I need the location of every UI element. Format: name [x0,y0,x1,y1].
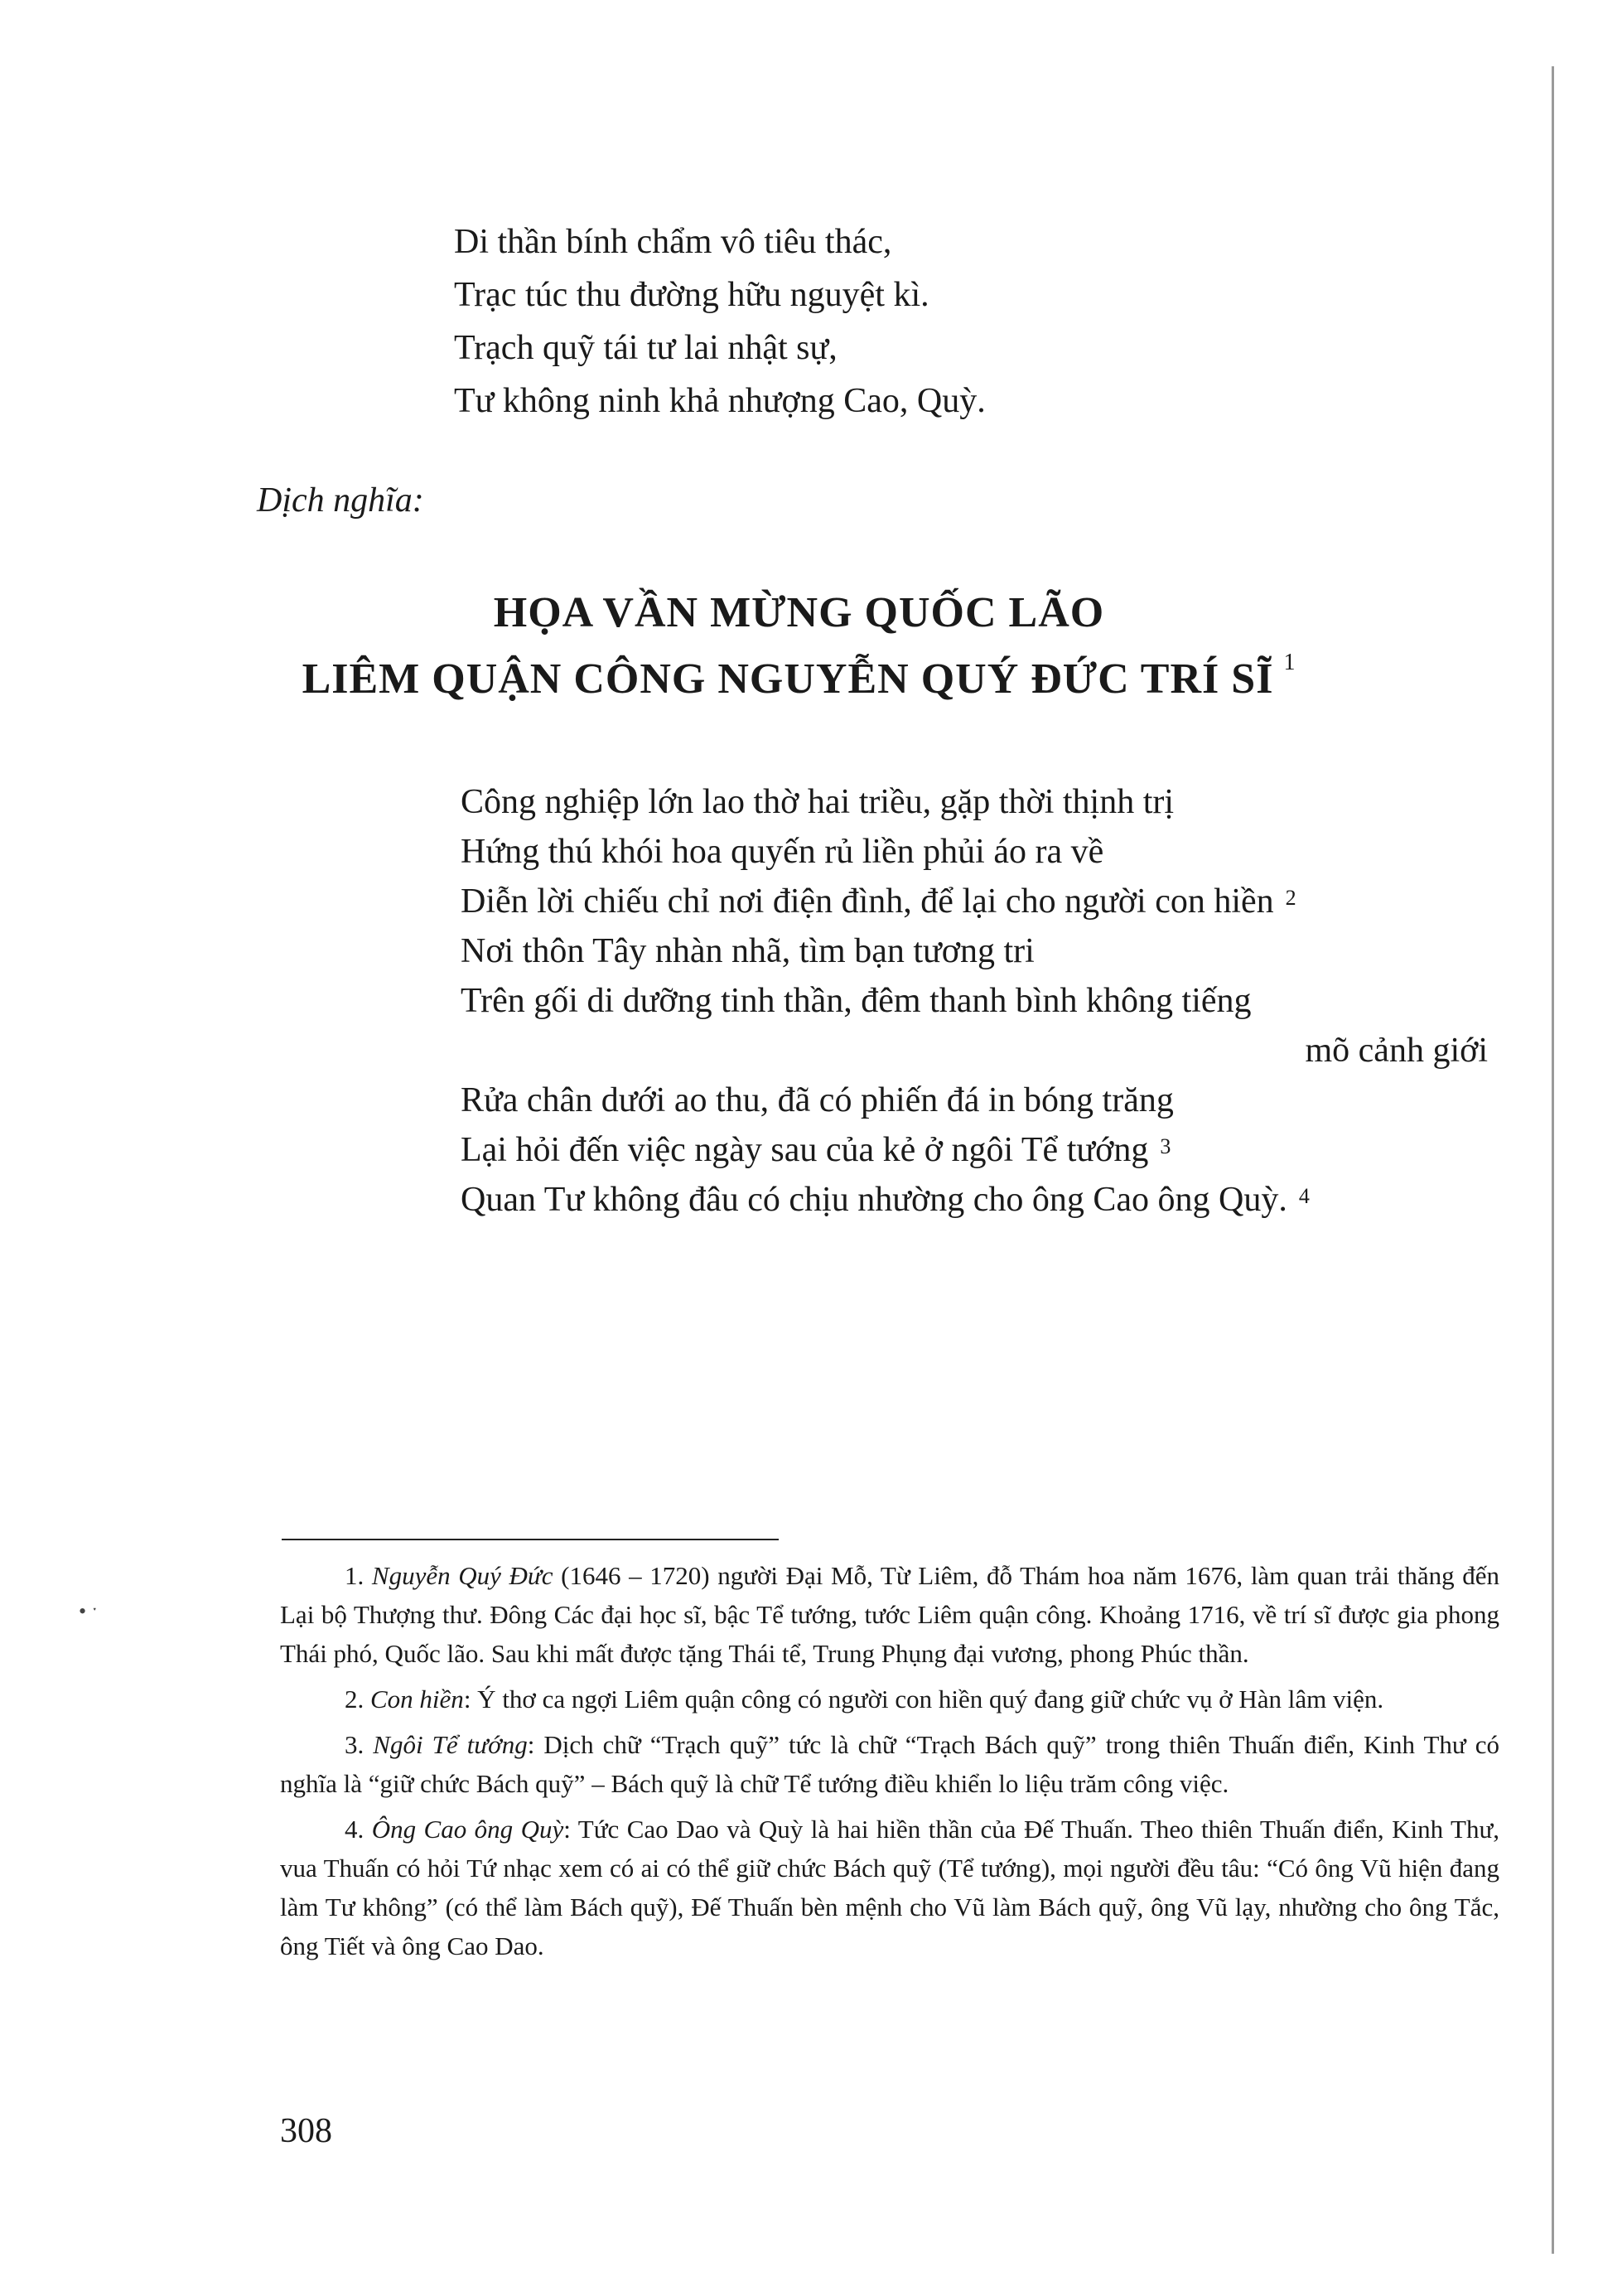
footnote-text: : Ý thơ ca ngợi Liêm quận công có người con hiền quý đang giữ chức vụ ở Hàn lâm viện. [463,1685,1384,1714]
poem-line-text: Quan Tư không đâu có chịu nhường cho ông Cao ông Quỳ. [461,1181,1287,1219]
footnote [280,1556,1499,1673]
page-number: 308 [280,2112,332,2150]
poem-line-continuation: mõ cảnh giới [1305,1032,1488,1070]
footnote [280,1680,1499,1718]
poem-line [461,1175,1504,1225]
poem-line: Trạch quỹ tái tư lai nhật sự, [454,329,838,367]
footnote-term: Ông Cao ông Quỳ [371,1815,564,1844]
footnote-term: Con hiền [370,1685,464,1714]
footnote-number: 4. [345,1815,364,1844]
translation-label: Dịch nghĩa: [257,481,424,520]
poem-line: Trên gối di dưỡng tinh thần, đêm thanh bình không tiếng [461,982,1252,1020]
poem-line-text: Lại hỏi đến việc ngày sau của kẻ ở ngôi Tể tướng [461,1131,1149,1169]
stray-marks: • ˑ [79,1599,98,1623]
original-poem [454,215,986,428]
footnote [280,1810,1499,1965]
poem-line-text: Diễn lời chiếu chỉ nơi điện đình, để lại cho người con hiền [461,882,1274,921]
poem-line: Rửa chân dưới ao thu, đã có phiến đá in bóng trăng [461,1081,1174,1119]
footnote-text: : Dịch chữ “Trạch quỹ” tức là chữ “Trạch Bách quỹ” trong thiên Thuấn điển, Kinh Thư có nghĩa là “giữ chức Bách quỹ” – Bách quỹ là chữ Tể tướng điều khiển lo liệu trăm công việc. [280,1730,1499,1798]
footnote [280,1725,1499,1803]
poem-title-text: LIÊM QUẬN CÔNG NGUYỄN QUÝ ĐỨC TRÍ SĨ [302,655,1274,703]
footnote-number: 2. [345,1685,364,1714]
footnote-ref: 1 [1283,650,1296,675]
footnote-ref: 3 [1160,1134,1171,1158]
page-edge-rule [1552,66,1554,2254]
poem-line: Tư không ninh khả nhượng Cao, Quỳ. [454,382,986,420]
translated-poem [461,777,1504,1225]
poem-line: Nơi thôn Tây nhàn nhã, tìm bạn tương tri [461,932,1035,970]
poem-line [461,877,1504,926]
footnote-number: 3. [345,1730,364,1759]
footnote-term: Nguyễn Quý Đức [371,1561,553,1590]
poem-title-line-2 [0,650,1598,703]
footnote-divider [282,1539,779,1540]
footnote-ref: 2 [1285,886,1296,910]
poem-line: Trạc túc thu đường hữu nguyệt kì. [454,276,929,314]
poem-line: Công nghiệp lớn lao thờ hai triều, gặp thời thịnh trị [461,783,1175,821]
footnotes [280,1556,1499,1972]
poem-line: Hứng thú khói hoa quyến rủ liền phủi áo ra về [461,833,1104,871]
footnote-ref: 4 [1298,1184,1310,1208]
footnote-text: : Tức Cao Dao và Quỳ là hai hiền thần của Đế Thuấn. Theo thiên Thuấn điển, Kinh Thư, vua Thuấn có hỏi Tứ nhạc xem có ai có thể giữ chức Bách quỹ (Tể tướng), mọi người đều tâu: “Có ông Vũ hiện đang làm Tư không” (có thể làm Bách quỹ), Đế Thuấn bèn mệnh cho Vũ làm Bách quỹ, ông Vũ lạy, nhường cho ông Tắc, ông Tiết và ông Cao Dao. [280,1815,1499,1960]
footnote-text: (1646 – 1720) người Đại Mỗ, Từ Liêm, đỗ Thám hoa năm 1676, làm quan trải thăng đến Lại bộ Thượng thư. Đông Các đại học sĩ, bậc Tể tướng, tước Liêm quận công. Khoảng 1716, về trí sĩ được gia phong Thái phó, Quốc lão. Sau khi mất được tặng Thái tể, Trung Phụng đại vương, phong Phúc thần. [280,1561,1499,1668]
footnote-number: 1. [345,1561,364,1590]
poem-title-line-1: HỌA VẦN MỪNG QUỐC LÃO [493,589,1105,636]
poem-line: Di thần bính chẩm vô tiêu thác, [454,223,892,261]
poem-line [461,1125,1504,1175]
footnote-term: Ngôi Tể tướng [373,1730,528,1759]
